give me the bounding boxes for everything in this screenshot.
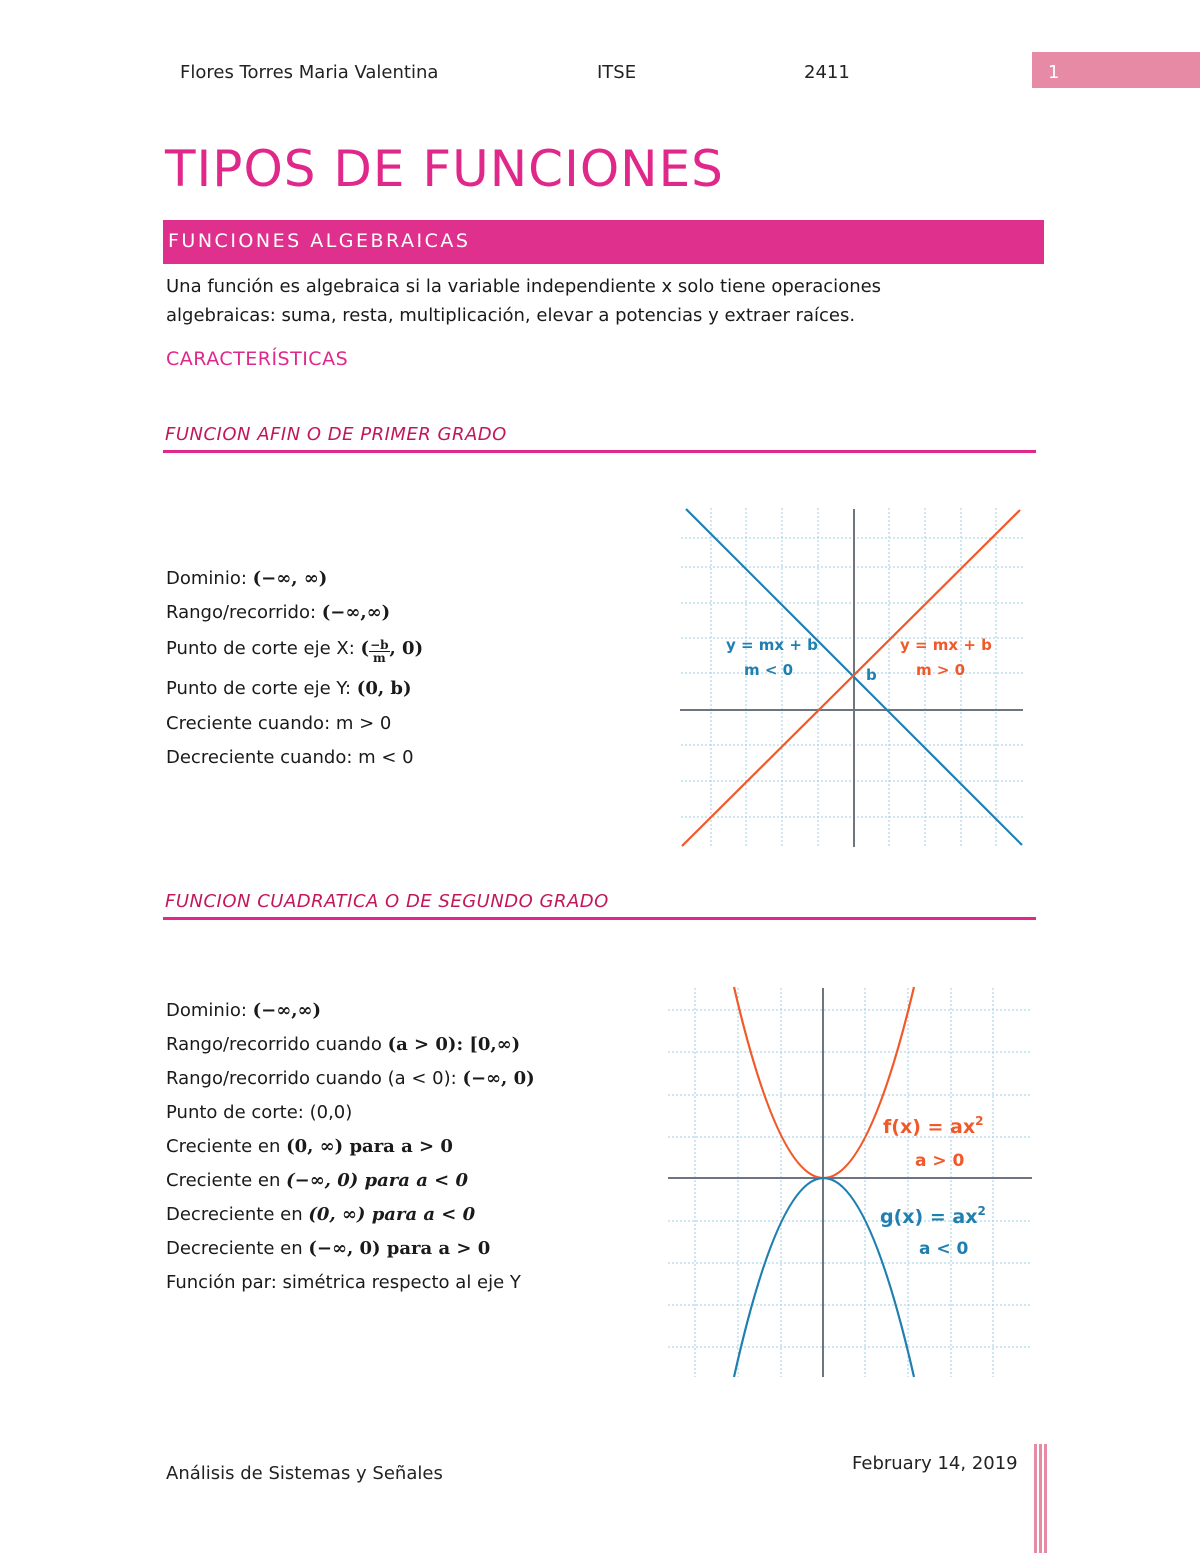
linear-corte-y — [166, 678, 411, 699]
g-label — [880, 1204, 986, 1228]
quad-decreciente-1-value: (0, ∞) para a < 0 — [308, 1204, 476, 1225]
footer-date: February 14, 2019 — [852, 1453, 1018, 1474]
quad-corte: Punto de corte: (0,0) — [166, 1102, 353, 1123]
quad-creciente-1 — [166, 1136, 453, 1157]
quadratic-section-rule — [163, 917, 1036, 920]
g-condition: a < 0 — [919, 1239, 969, 1259]
linear-corte-y-value: (0, b) — [356, 678, 412, 699]
header-institution: ITSE — [597, 62, 637, 83]
footer-course: Análisis de Sistemas y Señales — [166, 1463, 443, 1484]
quad-dominio-label: Dominio: — [166, 1000, 253, 1021]
quad-rango-pos-label: Rango/recorrido cuando — [166, 1034, 388, 1055]
quad-rango-pos-cond: (a > 0) — [387, 1034, 457, 1055]
footer-bar-1 — [1034, 1444, 1037, 1553]
intro-paragraph — [166, 272, 1006, 330]
quadratic-section-title: FUNCION CUADRATICA O DE SEGUNDO GRADO — [165, 891, 609, 912]
quad-decreciente-2 — [166, 1238, 490, 1259]
linear-corte-x-label: Punto de corte eje X: — [166, 638, 361, 659]
linear-section-rule — [163, 450, 1036, 453]
header-author: Flores Torres Maria Valentina — [180, 62, 439, 83]
f-label-text: f(x) = ax — [883, 1116, 976, 1138]
linear-rango — [166, 602, 390, 623]
page-title: TIPOS DE FUNCIONES — [165, 140, 724, 198]
quad-rango-pos-value: : [0,∞) — [456, 1034, 521, 1055]
linear-rango-label: Rango/recorrido: — [166, 602, 322, 623]
quad-rango-pos — [166, 1034, 520, 1055]
linear-corte-x-fraction — [369, 639, 389, 664]
f-label — [883, 1114, 983, 1138]
quad-creciente-1-value: (0, ∞) para a > 0 — [286, 1136, 453, 1157]
right-line-label: y = mx + b — [900, 636, 992, 654]
quad-rango-neg-value: (−∞, 0) — [462, 1068, 535, 1089]
quad-rango-neg — [166, 1068, 535, 1089]
quad-rango-neg-label: Rango/recorrido cuando (a < 0): — [166, 1068, 463, 1089]
intro-line-2: algebraicas: suma, resta, multiplicación, elevar a potencias y extraer raíces. — [166, 305, 856, 326]
quad-decreciente-1 — [166, 1204, 475, 1225]
quad-creciente-1-label: Creciente en — [166, 1136, 287, 1157]
fraction-denominator: m — [372, 651, 386, 665]
characteristics-heading: CARACTERÍSTICAS — [166, 348, 349, 370]
quad-decreciente-2-value: (−∞, 0) para a > 0 — [308, 1238, 491, 1259]
quad-decreciente-1-label: Decreciente en — [166, 1204, 309, 1225]
linear-graph — [678, 505, 1026, 850]
quad-dominio — [166, 1000, 321, 1021]
left-line-label: y = mx + b — [726, 636, 818, 654]
quad-funcion-par: Función par: simétrica respecto al eje Y — [166, 1272, 521, 1293]
quadratic-graph — [665, 985, 1035, 1380]
footer-bar-2 — [1039, 1444, 1042, 1553]
footer-bar-3 — [1044, 1444, 1047, 1553]
g-label-text: g(x) = ax — [880, 1206, 978, 1228]
linear-corte-x — [166, 638, 423, 664]
g-label-exponent: 2 — [977, 1204, 986, 1218]
linear-rango-value: (−∞,∞) — [321, 602, 391, 623]
linear-dominio — [166, 568, 327, 589]
line-positive-slope — [682, 510, 1020, 846]
f-label-exponent: 2 — [975, 1114, 984, 1128]
quad-creciente-2-label: Creciente en — [166, 1170, 287, 1191]
quad-decreciente-2-label: Decreciente en — [166, 1238, 309, 1259]
quad-dominio-value: (−∞,∞) — [252, 1000, 321, 1021]
linear-dominio-value: (−∞, ∞) — [252, 568, 328, 589]
page-number: 1 — [1048, 62, 1060, 83]
linear-creciente: Creciente cuando: m > 0 — [166, 713, 392, 734]
header-code: 2411 — [804, 62, 850, 83]
linear-section-title: FUNCION AFIN O DE PRIMER GRADO — [165, 424, 507, 445]
fraction-numerator: −b — [370, 638, 389, 652]
quadratic-graph-grid — [668, 988, 1032, 1377]
intercept-label: b — [866, 666, 877, 684]
linear-corte-y-label: Punto de corte eje Y: — [166, 678, 357, 699]
quad-creciente-2 — [166, 1170, 468, 1191]
linear-corte-x-open: ( — [360, 638, 370, 659]
left-line-condition: m < 0 — [744, 661, 794, 679]
linear-decreciente: Decreciente cuando: m < 0 — [166, 747, 414, 768]
f-condition: a > 0 — [915, 1151, 965, 1171]
linear-corte-x-close: , 0) — [389, 638, 424, 659]
right-line-condition: m > 0 — [916, 661, 966, 679]
section-band-title: FUNCIONES ALGEBRAICAS — [168, 230, 471, 252]
linear-dominio-label: Dominio: — [166, 568, 253, 589]
quad-creciente-2-value: (−∞, 0) para a < 0 — [286, 1170, 468, 1191]
intro-line-1: Una función es algebraica si la variable independiente x solo tiene operaciones — [166, 276, 882, 297]
